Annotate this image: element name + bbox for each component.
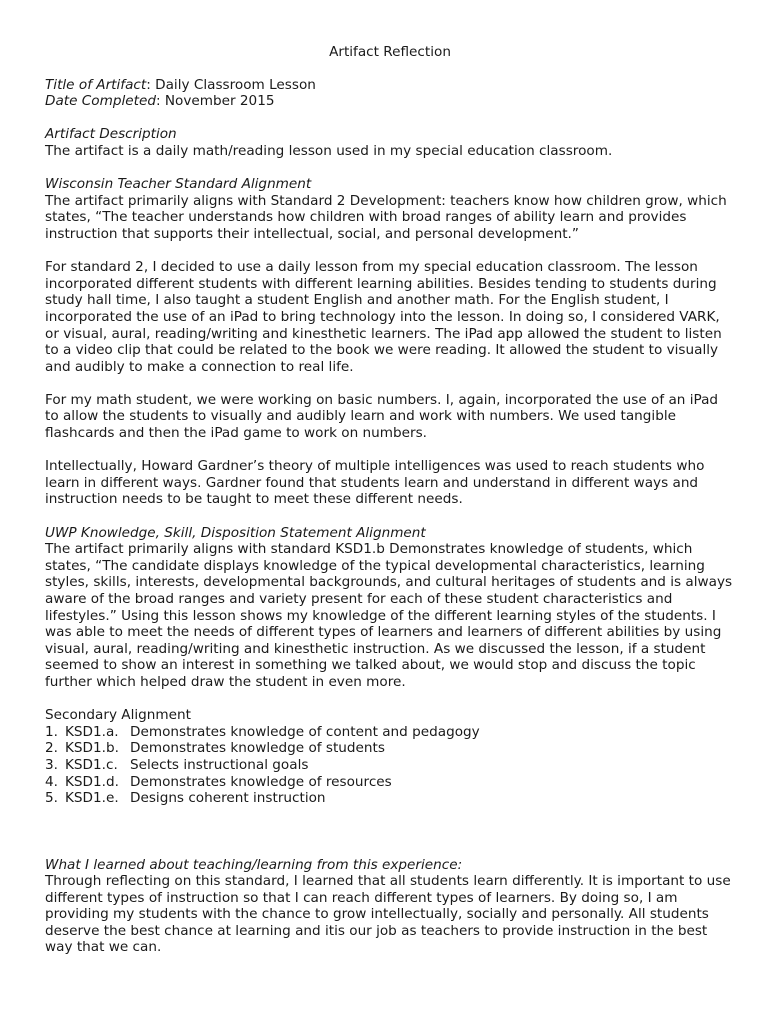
document-title: Artifact Reflection [329,44,451,60]
artifact-title-line [45,77,735,94]
list-item-text: Demonstrates knowledge of content and pedagogy [130,723,480,740]
list-item [45,757,735,774]
wisconsin-standard-heading: Wisconsin Teacher Standard Alignment [45,176,312,193]
wisconsin-paragraph-3: For my math student, we were working on basic numbers. I, again, incorporated the use of an iPad to allow the students to visually and audibly learn and work with numbers. We used tangible flashcards and then the iPad game to work on numbers. [45,391,719,442]
list-item [45,740,735,757]
uwp-alignment-text: The artifact primarily aligns with standard KSD1.b Demonstrates knowledge of students, which states, “The candidate displays knowledge of the typical developmental characteristics, learning styles, skills, interests, developmental backgrounds, and cultural heritages of students and is always aware of the broad ranges and variety present for each of these student characteristics and lifestyles.” Using this lesson shows my knowledge of the different learning styles of the students. I was able to meet the needs of different types of learners and learners of different abilities by using visual, aural, reading/writing and kinesthetic instruction. As we discussed the lesson, if a student seemed to show an interest in something we talked about, we would stop and discuss the topic further which helped draw the student in even more. [45,541,733,690]
list-item-code: KSD1.e. [65,790,119,807]
list-item-code: KSD1.a. [65,723,119,740]
date-completed-value: November 2015 [164,93,275,110]
label-colon: : [155,93,165,110]
uwp-alignment-heading: UWP Knowledge, Skill, Disposition Statement Alignment [45,524,426,541]
list-item-text: Selects instructional goals [130,756,309,773]
artifact-title-value: Daily Classroom Lesson [155,76,316,93]
list-item-number: 1. [45,723,58,740]
what-i-learned-text: Through reflecting on this standard, I learned that all students learn differently. It is important to use different types of instruction so that I can reach different types of learners. By doing so, I am providing my students with the chance to grow intellectually, socially and personally. All students deserve the best chance at learning and itis our job as teachers to provide instruction in the best way that we can. [45,873,731,956]
list-item-code: KSD1.d. [65,773,119,790]
wisconsin-paragraph-2: For standard 2, I decided to use a daily lesson from my special education classroom. The lesson incorporated different students with different learning abilities. Besides tending to students during study hall time, I also taught a student English and another math. For the English student, I incorporated the use of an iPad to bring technology into the lesson. In doing so, I considered VARK, or visual, aural, reading/writing and kinesthetic learners. The iPad app allowed the student to listen to a video clip that could be related to the book we were reading. It allowed the student to visually and audibly to make a connection to real life. [45,259,722,375]
date-completed-line [45,93,735,110]
list-item [45,774,735,791]
secondary-alignment-heading: Secondary Alignment [45,707,191,724]
list-item-code: KSD1.c. [65,756,118,773]
wisconsin-paragraph-1: The artifact primarily aligns with Standard 2 Development: teachers know how children grow, which states, “The teacher understands how children with broad ranges of ability learn and provides instruction that supports their intellectual, social, and personal development.” [45,192,727,242]
list-item-code: KSD1.b. [65,740,119,757]
what-i-learned-heading: What I learned about teaching/learning from this experience: [45,856,463,873]
list-item-text: Demonstrates knowledge of students [130,740,385,757]
artifact-title-label: Title of Artifact [45,76,147,93]
list-item-number: 3. [45,756,58,773]
document-page [45,44,735,956]
list-item-number: 2. [45,740,58,757]
label-colon: : [146,76,156,93]
secondary-alignment-list [45,724,735,807]
list-item-number: 5. [45,790,58,807]
date-completed-label: Date Completed [45,93,156,110]
list-item [45,724,735,741]
list-item [45,790,735,807]
list-item-text: Designs coherent instruction [130,790,326,807]
artifact-description-text: The artifact is a daily math/reading lesson used in my special education classroom. [45,142,613,159]
artifact-description-heading: Artifact Description [45,126,177,143]
list-item-text: Demonstrates knowledge of resources [130,773,392,790]
wisconsin-paragraph-4: Intellectually, Howard Gardner’s theory of multiple intelligences was used to reach students who learn in different ways. Gardner found that students learn and understand in different ways and instruction needs to be taught to meet these different needs. [45,458,705,508]
list-item-number: 4. [45,773,58,790]
